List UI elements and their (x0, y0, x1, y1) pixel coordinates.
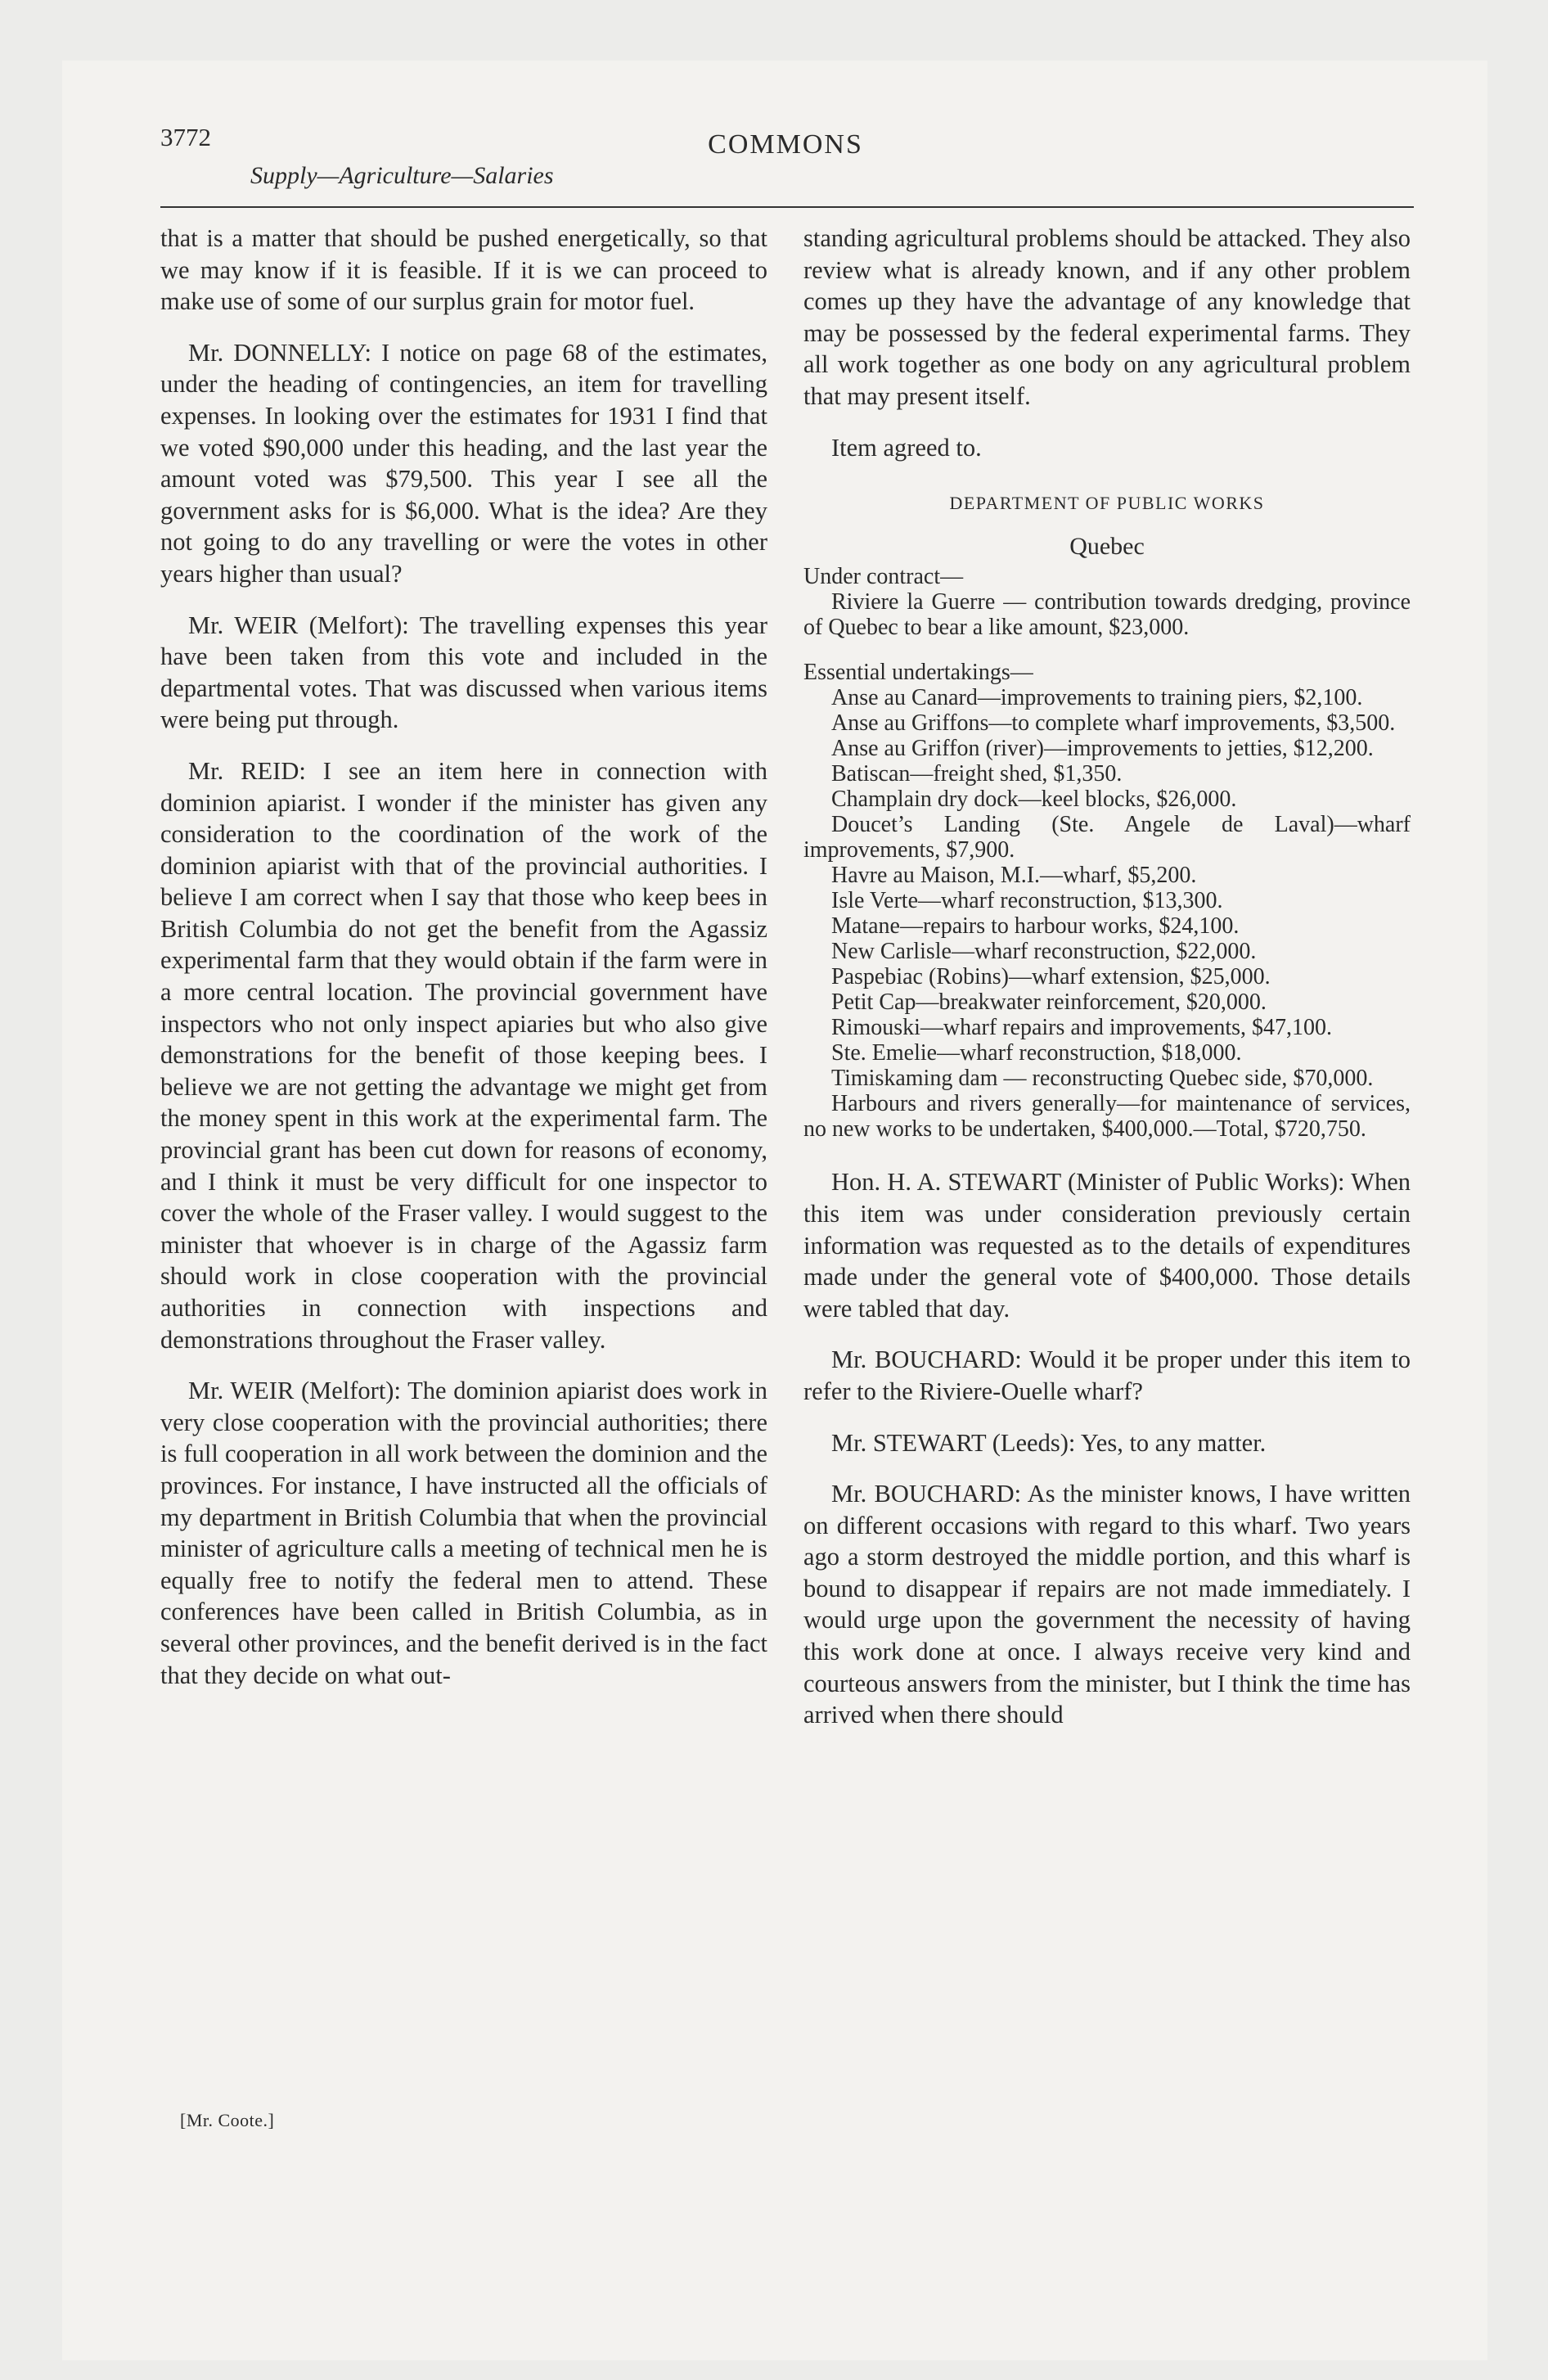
estimate-item: Paspebiac (Robins)—wharf extension, $25,000. (831, 964, 1271, 990)
item-agreed-note: Item agreed to. (831, 433, 982, 462)
estimate-item: Harbours and rivers generally—for maintenance of services, no new works to be undertaken, $400,000.—Total, $720,750. (803, 1091, 1411, 1143)
footer-note: [Mr. Coote.] (180, 2110, 275, 2130)
speech-paragraph: Mr. WEIR (Melfort): The dominion apiarist does work in very close cooperation with the provincial authorities; there is full cooperation in all work between the dominion and the provinces. For instance, I have instructed all the officials of my department in British Columbia that when the provincial minister of agriculture calls a meeting of technical men he is equally free to notify the federal men to attend. These conferences have been called in British Columbia, as in several other provinces, and the benefit derived is in the fact that they decide on what out- (160, 1377, 767, 1689)
estimate-item: Doucet’s Landing (Ste. Angele de Laval)—wharf improvements, $7,900. (803, 812, 1411, 863)
estimate-item: Isle Verte—wharf reconstruction, $13,300. (831, 888, 1223, 914)
department-heading: DEPARTMENT OF PUBLIC WORKS (949, 493, 1265, 514)
estimate-item: Timiskaming dam — reconstructing Quebec side, $70,000. (831, 1066, 1374, 1092)
paragraph: standing agricultural problems should be attacked. They also review what is already known, and if any other problem comes up they have the advantage of any knowledge that may be possessed by the federal experimental farms. They all work together as one body on any agricultural problem that may present itself. (803, 224, 1411, 410)
journal-title: COMMONS (708, 129, 863, 160)
estimate-item: Anse au Canard—improvements to training piers, $2,100. (831, 685, 1363, 711)
right-column (803, 223, 1411, 1751)
speech-paragraph: Mr. WEIR (Melfort): The travelling expenses this year have been taken from this vote and included in the departmental votes. That was discussed when various items were being put through. (160, 611, 767, 734)
estimate-item: Ste. Emelie—wharf reconstruction, $18,000. (831, 1040, 1242, 1066)
region-heading: Quebec (1069, 532, 1145, 560)
running-head: Supply—Agriculture—Salaries (250, 162, 554, 189)
estimate-item: New Carlisle—wharf reconstruction, $22,000. (831, 939, 1257, 965)
speech-paragraph: Mr. DONNELLY: I notice on page 68 of the estimates, under the heading of contingencies, an item for travelling expenses. In looking over the estimates for 1931 I find that we voted $90,000 under this heading, and the last year the amount voted was $79,500. This year I see all the government asks for is $6,000. What is the idea? Are they not going to do any travelling or were the votes in other years higher than usual? (160, 338, 767, 588)
speech-paragraph: Hon. H. A. STEWART (Minister of Public Works): When this item was under consideration previously certain information was requested as to the details of expenditures made under the general vote of $400,000. Those details were tabled that day. (803, 1168, 1411, 1323)
estimate-item: Rimouski—wharf repairs and improvements, $47,100. (831, 1015, 1333, 1041)
left-column (160, 223, 767, 1711)
estimate-item: Matane—repairs to harbour works, $24,100. (831, 913, 1240, 940)
paragraph: that is a matter that should be pushed energetically, so that we may know if it is feasible. If it is we can proceed to make use of some of our surplus grain for motor fuel. (160, 224, 767, 316)
estimate-item: Anse au Griffon (river)—improvements to jetties, $12,200. (831, 736, 1374, 762)
page-header (160, 119, 1411, 210)
page-number: 3772 (160, 123, 211, 151)
header-rule (160, 206, 1414, 208)
estimates-group-label: Under contract— (803, 564, 964, 590)
speech-paragraph: Mr. STEWART (Leeds): Yes, to any matter. (831, 1428, 1267, 1457)
estimate-item: Petit Cap—breakwater reinforcement, $20,000. (831, 989, 1267, 1016)
estimate-item: Havre au Maison, M.I.—wharf, $5,200. (831, 863, 1197, 889)
estimates-group-label: Essential undertakings— (803, 660, 1033, 686)
speech-paragraph: Mr. REID: I see an item here in connection with dominion apiarist. I wonder if the minister has given any consideration to the coordination of the work of the dominion apiarist with that of the provincial authorities. I believe I am correct when I say that those who keep bees in British Columbia do not get the benefit from the Agassiz experimental farm that they would obtain if the farm were in a more central location. The provincial government have inspectors who not only inspect apiaries but who also give demonstrations for the benefit of those keeping bees. I believe we are not getting the advantage we might get from the money spent in this work at the experimental farm. The provincial grant has been cut down for reasons of economy, and I think it must be very difficult for one inspector to cover the whole of the Fraser valley. I would suggest to the minister that whoever is in charge of the Agassiz farm should work in close cooperation with the provincial authorities in connection with inspections and demonstrations throughout the Fraser valley. (160, 756, 767, 1354)
speech-paragraph: Mr. BOUCHARD: As the minister knows, I have written on different occasions with regard to this wharf. Two years ago a storm destroyed the middle portion, and this wharf is bound to disappear if repairs are not made immediately. I would urge upon the government the necessity of having this work done at once. I always receive very kind and courteous answers from the minister, but I think the time has arrived when there should (803, 1480, 1411, 1729)
speech-paragraph: Mr. BOUCHARD: Would it be proper under this item to refer to the Riviere-Ouelle wharf? (803, 1346, 1411, 1405)
estimate-item: Anse au Griffons—to complete wharf improvements, $3,500. (831, 710, 1396, 737)
estimates-list (803, 564, 1411, 1142)
estimate-item: Riviere la Guerre — contribution towards dredging, province of Quebec to bear a like amount, $23,000. (803, 589, 1411, 641)
estimate-item: Batiscan—freight shed, $1,350. (831, 761, 1123, 787)
estimate-item: Champlain dry dock—keel blocks, $26,000. (831, 787, 1237, 813)
